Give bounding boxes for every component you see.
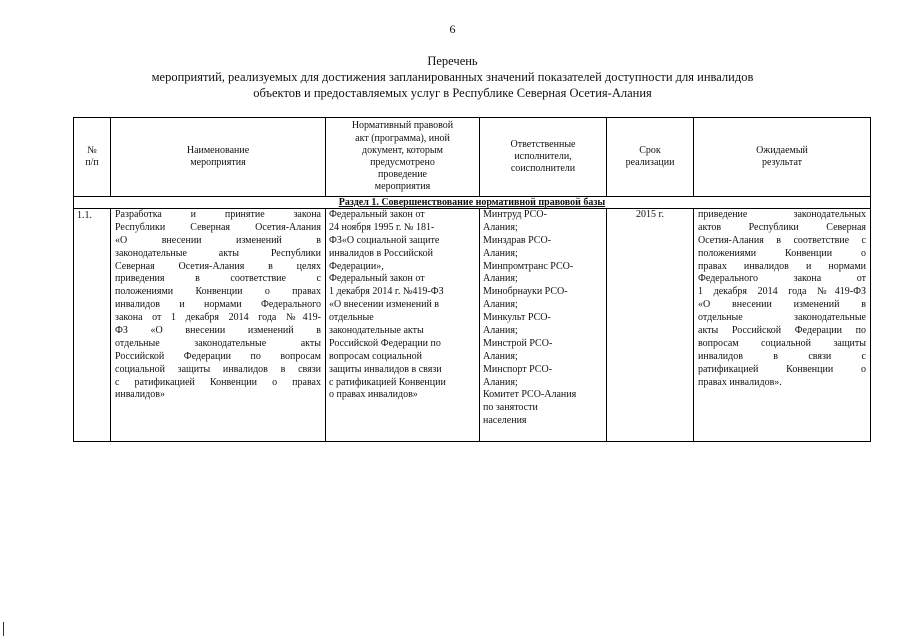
header-name: Наименование мероприятия xyxy=(111,118,326,197)
header-responsible: Ответственные исполнители, соисполнители xyxy=(480,118,607,197)
page-number: 6 xyxy=(449,22,456,36)
title-line-2: мероприятий, реализуемых для достижения запланированных значений показателей доступности для инвалидов xyxy=(151,70,754,84)
implementation-term: 2015 г. xyxy=(607,209,694,442)
responsible-executors: Минтруд РСО- Алания; Минздрав РСО- Алания; Минпромтранс РСО- Алания; Минобрнауки РСО- Алания; Минкульт РСО- Алания; Минстрой РСО- Алания; Минспорт РСО- Алания; Комитет РСО-Алания по занятости населения xyxy=(480,209,607,442)
header-term: Срок реализации xyxy=(607,118,694,197)
header-result: Ожидаемый результат xyxy=(694,118,871,197)
header-act: Нормативный правовой акт (программа), иной документ, которым предусмотрено проведение мероприятия xyxy=(326,118,480,197)
scan-margin-mark xyxy=(3,622,4,636)
expected-result: приведение законодательных актов Республики Северная Осетия-Алания в соответствие с положениями Конвенции о правах инвалидов и нормами Федерального закона от 1 декабря 2014 года №419-ФЗ «О внесении изменений в отдельные законодательные акты Российской Федерации по вопросам социальной защиты инвалидов в связи с ратификацией Конвенции о правах инвалидов». xyxy=(694,209,871,442)
document-title xyxy=(0,53,905,101)
section-title: Раздел 1. Совершенствование нормативной правовой базы xyxy=(74,197,871,209)
title-line-3: объектов и предоставляемых услуг в Республике Северная Осетия-Алания xyxy=(253,86,652,100)
header-num: № п/п xyxy=(74,118,111,197)
measure-name: Разработка и принятие закона Республики Северная Осетия-Алания «О внесении изменений в законодательные акты Республики Северная Осетия-Алания в целях приведения в соответствие с положениями Конвенции о правах инвалидов и нормами Федерального закона от 1 декабря 2014 года №419- ФЗ «О внесении изменений в отдельные законодательные акты Российской Федерации по вопросам социальной защиты инвалидов в связи с ратификацией Конвенции о правах инвалидов» xyxy=(111,209,326,442)
row-number: 1.1. xyxy=(74,209,111,442)
section-row xyxy=(74,197,871,209)
title-line-1: Перечень xyxy=(427,54,478,68)
legal-act: Федеральный закон от 24 ноября 1995 г. № 181- ФЗ«О социальной защите инвалидов в Российской Федерации», Федеральный закон от 1 декабря 2014 г. №419-ФЗ «О внесении изменений в отдельные законодательные акты Российской Федерации по вопросам социальной защиты инвалидов в связи с ратификацией Конвенции о правах инвалидов» xyxy=(326,209,480,442)
measures-table xyxy=(73,117,871,442)
table-row xyxy=(74,209,871,442)
table-header-row xyxy=(74,118,871,197)
